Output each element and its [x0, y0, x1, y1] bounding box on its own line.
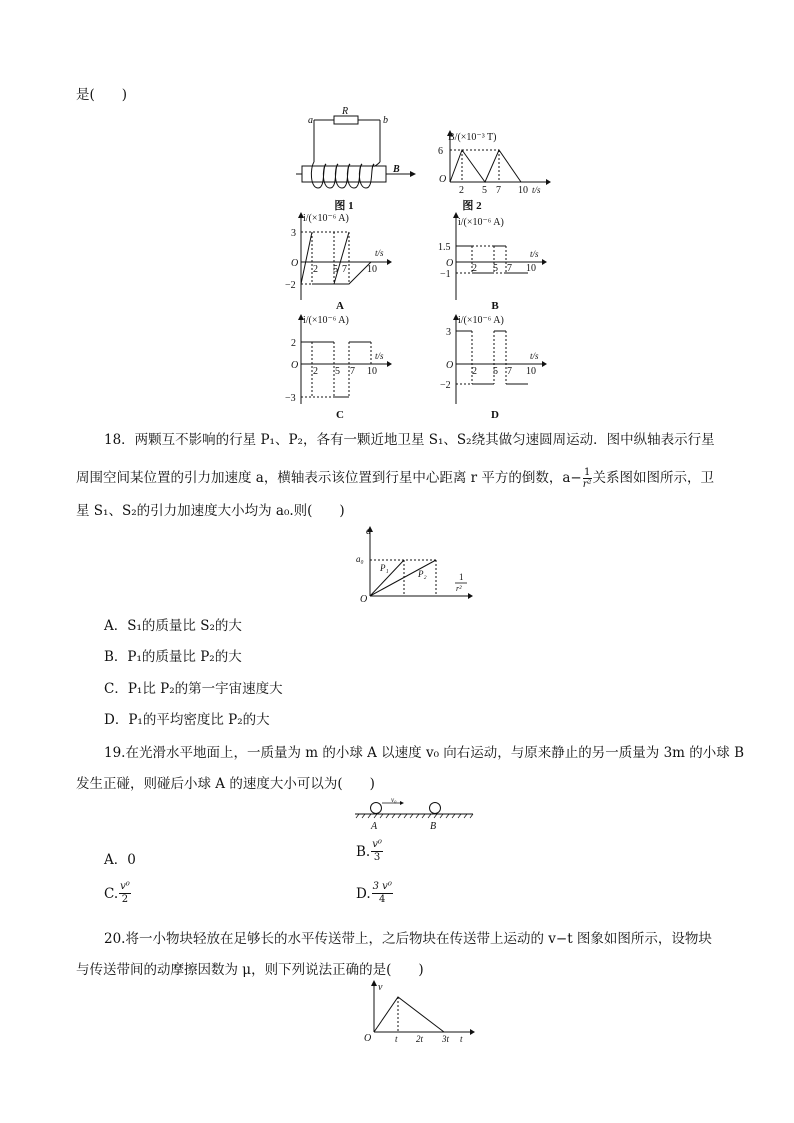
q18-graph-ytick: a₀: [356, 554, 364, 564]
optA-xtick-10: 10: [367, 264, 377, 275]
q20-graph-xtick-t: t: [395, 1034, 398, 1044]
fig2-xtick-2: 2: [459, 185, 464, 196]
q17-tail: 是( ): [76, 87, 128, 103]
q19-optB-fraction: [371, 839, 383, 864]
optC-ytick-neg: −3: [285, 393, 296, 404]
fig2-xtick-7: 7: [496, 185, 501, 196]
q18-graph-xnum: 1: [459, 572, 464, 582]
q20-graph-xunit: t: [460, 1034, 463, 1044]
optC-ytick-pos: 2: [291, 338, 296, 349]
fig1-caption: 图 1: [334, 200, 354, 212]
option-b-graph: [438, 210, 553, 310]
optD-ytick-pos: 3: [446, 327, 451, 338]
q19-optB-num: v⁰: [372, 839, 382, 850]
optB-ytick-neg: −1: [440, 269, 451, 280]
q18-graph-p2: P₂: [418, 569, 427, 579]
optD-xunit: t/s: [530, 351, 539, 361]
optD-ylabel: i/(×10⁻⁶ A): [458, 315, 504, 326]
fig2-caption: 图 2: [462, 200, 482, 212]
q19-optD-den: 4: [379, 894, 386, 905]
optA-ylabel: i/(×10⁻⁶ A): [303, 213, 349, 224]
q19-optB-den: 3: [373, 852, 381, 863]
fig2-xtick-5: 5: [482, 185, 487, 196]
optD-xtick-5: 5: [493, 366, 498, 377]
q19-collision-figure: [355, 797, 475, 835]
optA-xtick-2: 2: [313, 264, 318, 275]
fig2-xunit: t/s: [532, 185, 541, 195]
q19-line1: 19.在光滑水平地面上，一质量为 m 的小球 A 以速度 v₀ 向右运动，与原来静止的另一质量为 3m 的小球 B: [104, 745, 744, 761]
q19-optB-prefix: B.: [356, 843, 371, 860]
optD-ytick-neg: −2: [440, 380, 451, 391]
optB-xtick-10: 10: [526, 263, 536, 274]
q19-fig-A: A: [371, 821, 378, 832]
optA-xunit: t/s: [375, 248, 384, 258]
q18-line2: [76, 466, 714, 490]
q19-optD-num: 3 v⁰: [372, 881, 392, 892]
q18-line2b: 关系图如图所示，卫: [592, 470, 715, 486]
q18-option-a: A．S₁的质量比 S₂的大: [104, 618, 242, 634]
optB-ytick-pos: 1.5: [438, 242, 451, 253]
fig2-ytick: 6: [438, 146, 443, 157]
q20-v-t-graph: [360, 978, 480, 1048]
q19-option-b: [356, 839, 383, 864]
optC-xtick-7: 7: [350, 366, 355, 377]
q18-line3: 星 S₁、S₂的引力加速度大小均为 a₀.则( ): [76, 503, 345, 519]
q19-fig-B: B: [430, 821, 437, 832]
q18-frac-num: 1: [583, 467, 591, 478]
optA-letter: A: [336, 300, 344, 310]
q19-optC-prefix: C.: [104, 885, 119, 902]
q18-graph-p1: P₁: [380, 563, 389, 573]
optA-xtick-5: 5: [333, 264, 338, 275]
figure-1-solenoid: [296, 106, 421, 216]
q18-a-vs-inverse-r2-graph: [356, 524, 476, 604]
q18-option-d: D．P₁的平均密度比 P₂的大: [104, 712, 270, 728]
optA-ytick-neg: −2: [285, 280, 296, 291]
q20-graph-xtick-2t: 2t: [416, 1034, 424, 1044]
q18-graph-ylabel: a: [366, 526, 371, 537]
optC-xtick-10: 10: [367, 366, 377, 377]
q20-graph-xtick-3t: 3t: [442, 1034, 450, 1044]
figure-2-b-t-graph: [428, 126, 558, 216]
q19-optD-prefix: D.: [356, 885, 371, 902]
q18-fraction: [583, 467, 592, 490]
fig2-xtick-10: 10: [518, 185, 528, 196]
optC-xtick-5: 5: [335, 366, 340, 377]
q20-line2: 与传送带间的动摩擦因数为 μ，则下列说法正确的是( ): [76, 962, 424, 978]
optD-xtick-10: 10: [526, 366, 536, 377]
q19-option-d: [356, 881, 393, 906]
q20-line1: 20.将一小物块轻放在足够长的水平传送带上，之后物块在传送带上运动的 v−t 图象如图所示，设物块: [104, 931, 712, 947]
optC-origin: O: [291, 360, 299, 371]
optD-xtick-7: 7: [507, 366, 512, 377]
q18-graph-origin: O: [360, 594, 368, 604]
fig1-label-B: B: [393, 164, 400, 175]
q20-graph-ylabel: v: [378, 982, 383, 993]
fig2-ylabel: B/(×10⁻³ T): [448, 132, 497, 143]
optB-xtick-7: 7: [507, 263, 512, 274]
q19-optC-den: 2: [121, 894, 129, 905]
optD-xtick-2: 2: [472, 366, 477, 377]
q18-frac-den: r²: [582, 479, 592, 490]
optA-xtick-7: 7: [342, 264, 347, 275]
optB-xtick-2: 2: [472, 263, 477, 274]
q18-line2a: 周围空间某位置的引力加速度 a，横轴表示该位置到行星中心距离 r 平方的倒数，a−: [76, 470, 582, 486]
fig2-origin: O: [439, 174, 447, 185]
option-a-graph: [283, 210, 398, 310]
optB-xtick-5: 5: [493, 263, 498, 274]
q19-optD-fraction: [372, 881, 393, 906]
optD-letter: D: [491, 409, 499, 420]
optC-xtick-2: 2: [313, 366, 318, 377]
optB-letter: B: [491, 300, 499, 310]
option-d-graph: [438, 312, 553, 420]
q18-option-c: C．P₁比 P₂的第一宇宙速度大: [104, 681, 283, 697]
optA-ytick-pos: 3: [291, 228, 296, 239]
fig1-label-b: b: [383, 115, 388, 126]
q18-line1: 18．两颗互不影响的行星 P₁、P₂，各有一颗近地卫星 S₁、S₂绕其做匀速圆周运动．图中纵轴表示行星: [104, 432, 715, 448]
optD-origin: O: [446, 360, 454, 371]
option-c-graph: [283, 312, 398, 420]
optC-xunit: t/s: [375, 351, 384, 361]
q19-optC-fraction: [119, 881, 131, 906]
optB-origin: O: [446, 258, 454, 269]
q18-graph-xden: r²: [456, 584, 462, 593]
q19-fig-v0: v₀: [391, 797, 397, 804]
optB-ylabel: i/(×10⁻⁶ A): [458, 217, 504, 228]
optC-ylabel: i/(×10⁻⁶ A): [303, 315, 349, 326]
q20-graph-origin: O: [364, 1033, 372, 1044]
q18-option-b: B．P₁的质量比 P₂的大: [104, 649, 242, 665]
optA-origin: O: [291, 258, 299, 269]
fig1-label-a: a: [308, 115, 313, 126]
q19-option-c: [104, 881, 131, 906]
fig1-label-r: R: [342, 106, 349, 117]
optB-xunit: t/s: [530, 249, 539, 259]
optC-letter: C: [336, 409, 344, 420]
q19-option-a: A．0: [104, 852, 136, 868]
q19-optC-num: v⁰: [120, 881, 130, 892]
q19-line2: 发生正碰，则碰后小球 A 的速度大小可以为( ): [76, 776, 375, 792]
